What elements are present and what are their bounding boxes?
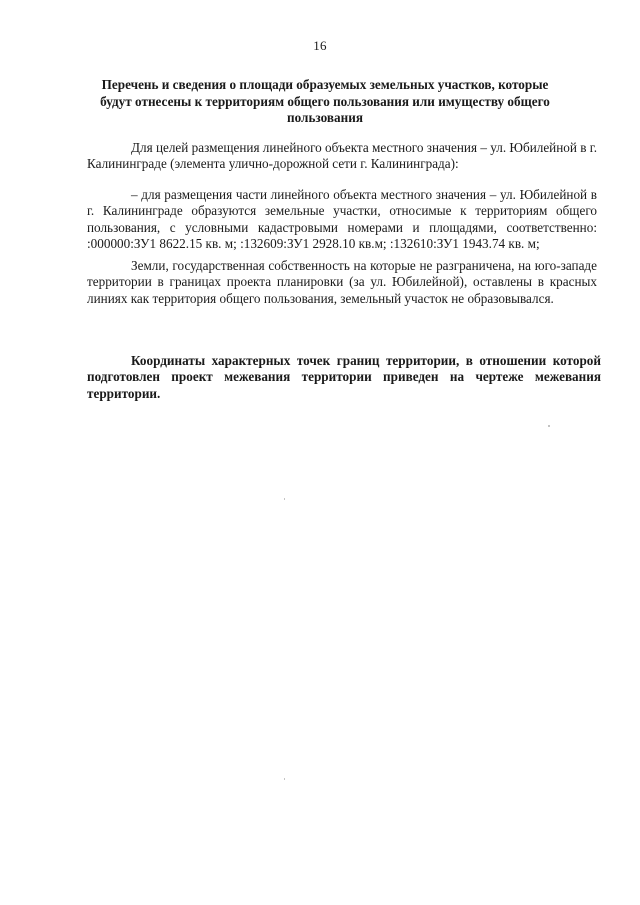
paragraph-block — [87, 258, 597, 307]
scan-speck — [548, 425, 550, 427]
section-heading: Перечень и сведения о площади образуемых земельных участков, которые будут отнесены к территориям общего пользования или имуществу общего пользования — [100, 77, 550, 125]
page-number: 16 — [313, 38, 327, 53]
paragraph-land-plots: – для размещения части линейного объекта местного значения – ул. Юбилейной в г. Калининграде образуются земельные участки, относимые к территориям общего пользования, с условными кадастровыми номерами и площадями, соответственно: :000000:ЗУ1 8622.15 кв. м; :132609:ЗУ1 2928.10 кв.м; :132610:ЗУ1 1943.74 кв. м; — [87, 187, 597, 252]
paragraph-block — [87, 353, 601, 402]
paragraph-purpose: Для целей размещения линейного объекта местного значения – ул. Юбилейной в г. Калининграде (элемента улично-дорожной сети г. Калининграда): — [87, 140, 597, 172]
scan-speck — [284, 778, 285, 780]
coordinates-note: Координаты характерных точек границ территории, в отношении которой подготовлен проект межевания территории приведен на чертеже межевания территории. — [87, 353, 601, 401]
scan-speck — [284, 498, 285, 500]
paragraph-block — [87, 140, 597, 173]
paragraph-block — [87, 187, 597, 253]
paragraph-state-lands: Земли, государственная собственность на которые не разграничена, на юго-западе территории в границах проекта планировки (за ул. Юбилейной), оставлены в красных линиях как территория общего пользования, земельный участок не образовывался. — [87, 258, 597, 306]
